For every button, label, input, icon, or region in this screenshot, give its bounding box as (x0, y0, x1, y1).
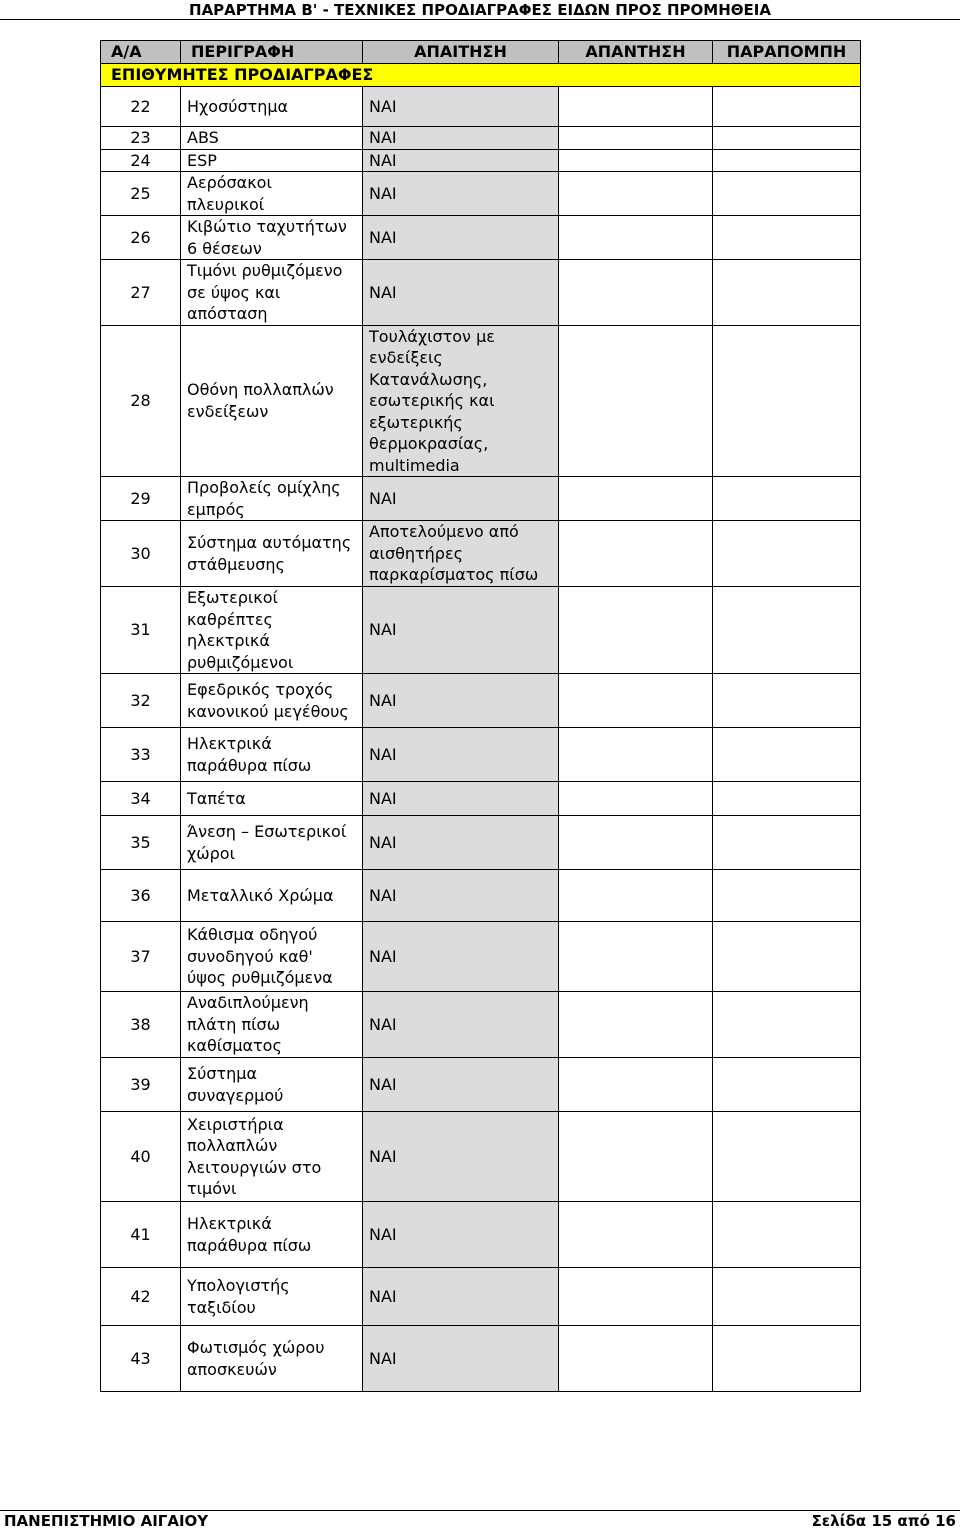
table-row (101, 1058, 861, 1112)
footer-page-number: Σελίδα 15 από 16 (811, 1512, 956, 1530)
row-number: 34 (101, 782, 181, 816)
footer-institution: ΠΑΝΕΠΙΣΤΗΜΙΟ ΑΙΓΑΙΟΥ (4, 1512, 209, 1530)
row-answer (559, 1326, 713, 1392)
row-reference (713, 674, 861, 728)
col-header-answer: ΑΠΑΝΤΗΣΗ (559, 41, 713, 64)
row-number: 31 (101, 587, 181, 674)
table-row (101, 325, 861, 477)
row-answer (559, 728, 713, 782)
row-number: 35 (101, 816, 181, 870)
row-description: Σύστημα αυτόματης στάθμευσης (181, 521, 363, 587)
row-answer (559, 1268, 713, 1326)
row-number: 22 (101, 87, 181, 127)
row-number: 43 (101, 1326, 181, 1392)
section-row (101, 64, 861, 87)
row-number: 36 (101, 870, 181, 922)
row-answer (559, 1058, 713, 1112)
row-requirement: ΝΑΙ (363, 870, 559, 922)
table-row (101, 922, 861, 992)
row-number: 27 (101, 260, 181, 326)
row-requirement: ΝΑΙ (363, 922, 559, 992)
row-description: Εφεδρικός τροχός κανονικού μεγέθους (181, 674, 363, 728)
row-reference (713, 587, 861, 674)
row-description: Οθόνη πολλαπλών ενδείξεων (181, 325, 363, 477)
table-row (101, 587, 861, 674)
row-description: Κάθισμα οδηγού συνοδηγού καθ' ύψος ρυθμιζόμενα (181, 922, 363, 992)
row-reference (713, 728, 861, 782)
table-row (101, 149, 861, 172)
row-requirement: ΝΑΙ (363, 477, 559, 521)
row-number: 30 (101, 521, 181, 587)
row-answer (559, 922, 713, 992)
row-description: Φωτισμός χώρου αποσκευών (181, 1326, 363, 1392)
row-requirement: Αποτελούμενο από αισθητήρες παρκαρίσματος πίσω (363, 521, 559, 587)
row-answer (559, 816, 713, 870)
table-row (101, 1268, 861, 1326)
table-row (101, 1112, 861, 1202)
row-reference (713, 922, 861, 992)
row-number: 28 (101, 325, 181, 477)
row-requirement: ΝΑΙ (363, 1058, 559, 1112)
row-reference (713, 521, 861, 587)
table-row (101, 87, 861, 127)
row-number: 38 (101, 992, 181, 1058)
row-number: 37 (101, 922, 181, 992)
table-row (101, 216, 861, 260)
table-row (101, 1326, 861, 1392)
row-answer (559, 477, 713, 521)
row-requirement: ΝΑΙ (363, 172, 559, 216)
row-number: 39 (101, 1058, 181, 1112)
table-row (101, 260, 861, 326)
row-answer (559, 149, 713, 172)
row-reference (713, 477, 861, 521)
row-number: 24 (101, 149, 181, 172)
row-number: 40 (101, 1112, 181, 1202)
row-answer (559, 521, 713, 587)
row-description: Κιβώτιο ταχυτήτων 6 θέσεων (181, 216, 363, 260)
table-row (101, 782, 861, 816)
table-row (101, 127, 861, 150)
row-requirement: Τουλάχιστον με ενδείξεις Κατανάλωσης, εσωτερικής και εξωτερικής θερμοκρασίας, multimedia (363, 325, 559, 477)
table-row (101, 172, 861, 216)
row-requirement: ΝΑΙ (363, 1202, 559, 1268)
row-description: Άνεση – Εσωτερικοί χώροι (181, 816, 363, 870)
row-answer (559, 87, 713, 127)
row-number: 42 (101, 1268, 181, 1326)
row-answer (559, 216, 713, 260)
row-description: Υπολογιστής ταξιδίου (181, 1268, 363, 1326)
row-requirement: ΝΑΙ (363, 816, 559, 870)
row-answer (559, 587, 713, 674)
row-answer (559, 1112, 713, 1202)
table-row (101, 870, 861, 922)
row-reference (713, 260, 861, 326)
table-row (101, 521, 861, 587)
row-reference (713, 782, 861, 816)
row-number: 23 (101, 127, 181, 150)
row-number: 25 (101, 172, 181, 216)
row-requirement: ΝΑΙ (363, 127, 559, 150)
col-header-reference: ΠΑΡΑΠΟΜΠΗ (713, 41, 861, 64)
row-reference (713, 216, 861, 260)
row-number: 32 (101, 674, 181, 728)
row-number: 33 (101, 728, 181, 782)
row-description: ABS (181, 127, 363, 150)
table-row (101, 992, 861, 1058)
row-requirement: ΝΑΙ (363, 260, 559, 326)
row-requirement: ΝΑΙ (363, 1326, 559, 1392)
row-description: Ηλεκτρικά παράθυρα πίσω (181, 728, 363, 782)
row-answer (559, 1202, 713, 1268)
row-requirement: ΝΑΙ (363, 1112, 559, 1202)
spec-table (100, 40, 861, 1392)
row-requirement: ΝΑΙ (363, 587, 559, 674)
row-reference (713, 172, 861, 216)
col-header-description: ΠΕΡΙΓΡΑΦΗ (181, 41, 363, 64)
row-number: 26 (101, 216, 181, 260)
row-answer (559, 782, 713, 816)
row-description: Ηλεκτρικά παράθυρα πίσω (181, 1202, 363, 1268)
row-reference (713, 992, 861, 1058)
col-header-requirement: ΑΠΑΙΤΗΣΗ (363, 41, 559, 64)
row-requirement: ΝΑΙ (363, 782, 559, 816)
row-answer (559, 260, 713, 326)
section-title: ΕΠΙΘΥΜΗΤΕΣ ΠΡΟΔΙΑΓΡΑΦΕΣ (101, 64, 861, 87)
row-reference (713, 325, 861, 477)
row-description: Τιμόνι ρυθμιζόμενο σε ύψος και απόσταση (181, 260, 363, 326)
table-row (101, 816, 861, 870)
table-row (101, 477, 861, 521)
row-reference (713, 1112, 861, 1202)
row-description: ESP (181, 149, 363, 172)
row-reference (713, 1268, 861, 1326)
row-requirement: ΝΑΙ (363, 728, 559, 782)
row-answer (559, 674, 713, 728)
row-reference (713, 870, 861, 922)
table-row (101, 728, 861, 782)
table-row (101, 674, 861, 728)
row-answer (559, 870, 713, 922)
row-reference (713, 1326, 861, 1392)
row-description: Αερόσακοι πλευρικοί (181, 172, 363, 216)
row-requirement: ΝΑΙ (363, 674, 559, 728)
row-answer (559, 325, 713, 477)
row-description: Προβολείς ομίχλης εμπρός (181, 477, 363, 521)
row-requirement: ΝΑΙ (363, 992, 559, 1058)
row-requirement: ΝΑΙ (363, 1268, 559, 1326)
row-description: Αναδιπλούμενη πλάτη πίσω καθίσματος (181, 992, 363, 1058)
row-description: Χειριστήρια πολλαπλών λειτουργιών στο τιμόνι (181, 1112, 363, 1202)
table-header-row (101, 41, 861, 64)
row-description: Ηχοσύστημα (181, 87, 363, 127)
row-reference (713, 127, 861, 150)
row-description: Σύστημα συναγερμού (181, 1058, 363, 1112)
row-requirement: ΝΑΙ (363, 87, 559, 127)
row-number: 29 (101, 477, 181, 521)
row-answer (559, 992, 713, 1058)
row-requirement: ΝΑΙ (363, 149, 559, 172)
row-requirement: ΝΑΙ (363, 216, 559, 260)
page-footer (0, 1510, 960, 1532)
row-reference (713, 1202, 861, 1268)
row-number: 41 (101, 1202, 181, 1268)
row-reference (713, 87, 861, 127)
col-header-number: Α/Α (101, 41, 181, 64)
row-answer (559, 172, 713, 216)
table-row (101, 1202, 861, 1268)
row-answer (559, 127, 713, 150)
row-description: Μεταλλικό Χρώμα (181, 870, 363, 922)
page-header: ΠΑΡΑΡΤΗΜΑ Β' - ΤΕΧΝΙΚΕΣ ΠΡΟΔΙΑΓΡΑΦΕΣ ΕΙΔΩΝ ΠΡΟΣ ΠΡΟΜΗΘΕΙΑ (0, 0, 960, 20)
row-reference (713, 149, 861, 172)
row-reference (713, 816, 861, 870)
row-reference (713, 1058, 861, 1112)
row-description: Εξωτερικοί καθρέπτες ηλεκτρικά ρυθμιζόμενοι (181, 587, 363, 674)
row-description: Ταπέτα (181, 782, 363, 816)
